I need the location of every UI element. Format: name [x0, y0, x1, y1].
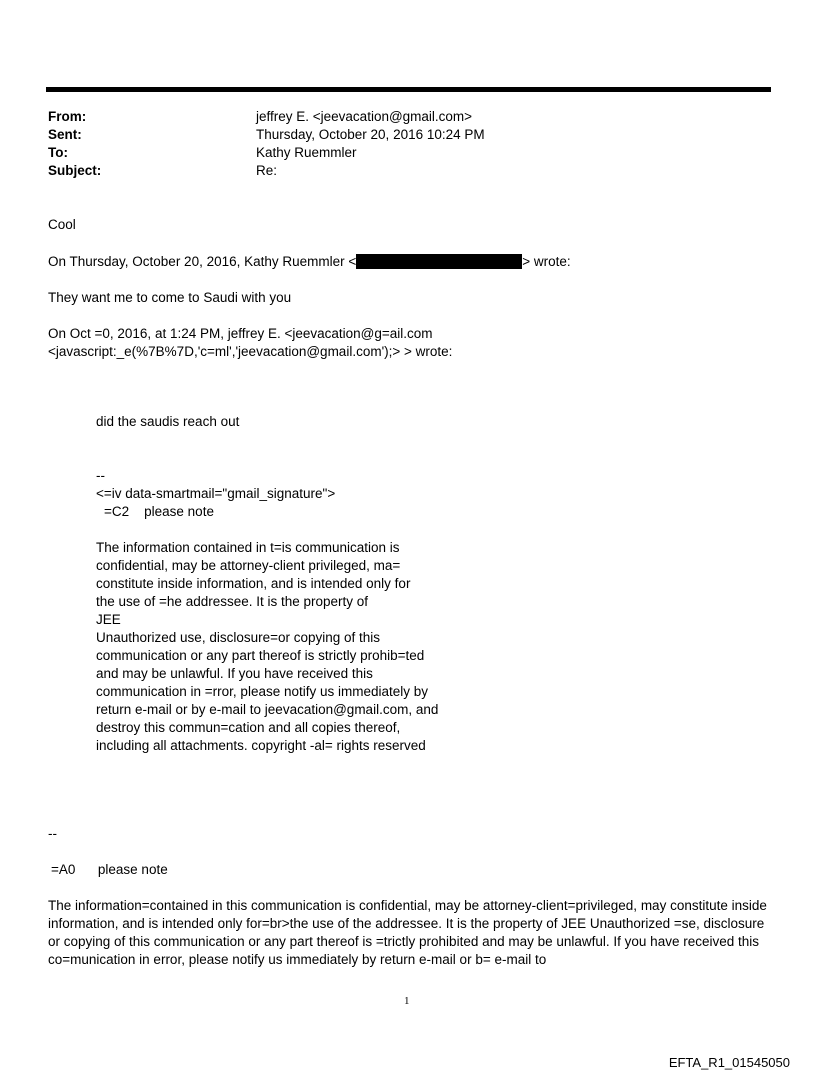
sent-value: Thursday, October 20, 2016 10:24 PM [256, 127, 485, 142]
quote-header-1 [48, 253, 571, 271]
subject-label: Subject: [48, 163, 102, 178]
email-header [48, 108, 768, 180]
sent-label: Sent: [48, 127, 82, 142]
disclaimer-line: communication in =rror, please notify us immediately by [96, 684, 429, 699]
quote-header-1-before: On Thursday, October 20, 2016, Kathy Ruemmler < [48, 254, 357, 269]
to-value: Kathy Ruemmler [256, 145, 357, 160]
subject-value: Re: [256, 163, 278, 178]
disclaimer-line: JEE [96, 612, 121, 627]
quoted-message-1: They want me to come to Saudi with you [48, 290, 292, 305]
bates-number: EFTA_R1_01545050 [668, 1055, 790, 1070]
disclaimer-line: constitute inside information, and is intended only for [96, 576, 411, 591]
signature-disclaimer [96, 539, 438, 755]
disclaimer-line: Unauthorized use, disclosure=or copying of this [96, 630, 381, 645]
signature-note: =C2 please note [104, 504, 214, 519]
outer-disclaimer: The information=contained in this communication is confidential, may be attorney-client=privileged, may constitute inside information, and is intended only for=br>the use of the addressee. It is the property of JEE Unauthorized =se, disclosure or copying of this communication or any part thereof is =trictly prohibited and may be unlawful. If you have received this co=munication in error, please notify us immediately by return e-mail or b= e-mail to [48, 898, 767, 967]
disclaimer-line: and may be unlawful. If you have received this [96, 666, 373, 681]
disclaimer-line: confidential, may be attorney-client privileged, ma= [96, 558, 401, 573]
quote-header-2-line1: On Oct =0, 2016, at 1:24 PM, jeffrey E. <jeevacation@g=ail.com [48, 326, 433, 341]
disclaimer-line: destroy this commun=cation and all copies thereof, [96, 720, 401, 735]
disclaimer-line: communication or any part thereof is strictly prohib=ted [96, 648, 425, 663]
redaction-box [356, 254, 522, 269]
inner-message: did the saudis reach out [96, 414, 240, 429]
page-number: 1 [404, 995, 410, 1007]
header-rule [46, 87, 771, 92]
disclaimer-line: return e-mail or by e-mail to jeevacation@gmail.com, and [96, 702, 439, 717]
outer-signature-dashes: -- [48, 826, 57, 841]
quote-header-2-line2: <javascript:_e(%7B%7D,'c=ml','jeevacation@gmail.com');> > wrote: [48, 344, 453, 359]
from-label: From: [48, 109, 87, 124]
quote-header-1-after: > wrote: [522, 254, 571, 269]
disclaimer-line: including all attachments. copyright -al= rights reserved [96, 738, 426, 753]
outer-signature-note: =A0 please note [51, 862, 168, 877]
to-label: To: [48, 145, 68, 160]
signature-dashes: -- [96, 468, 105, 483]
from-value: jeffrey E. <jeevacation@gmail.com> [256, 109, 473, 124]
disclaimer-line: the use of =he addressee. It is the property of [96, 594, 369, 609]
reply-text: Cool [48, 217, 76, 232]
signature-div-tag: <=iv data-smartmail="gmail_signature"> [96, 486, 336, 501]
disclaimer-line: The information contained in t=is communication is [96, 540, 400, 555]
